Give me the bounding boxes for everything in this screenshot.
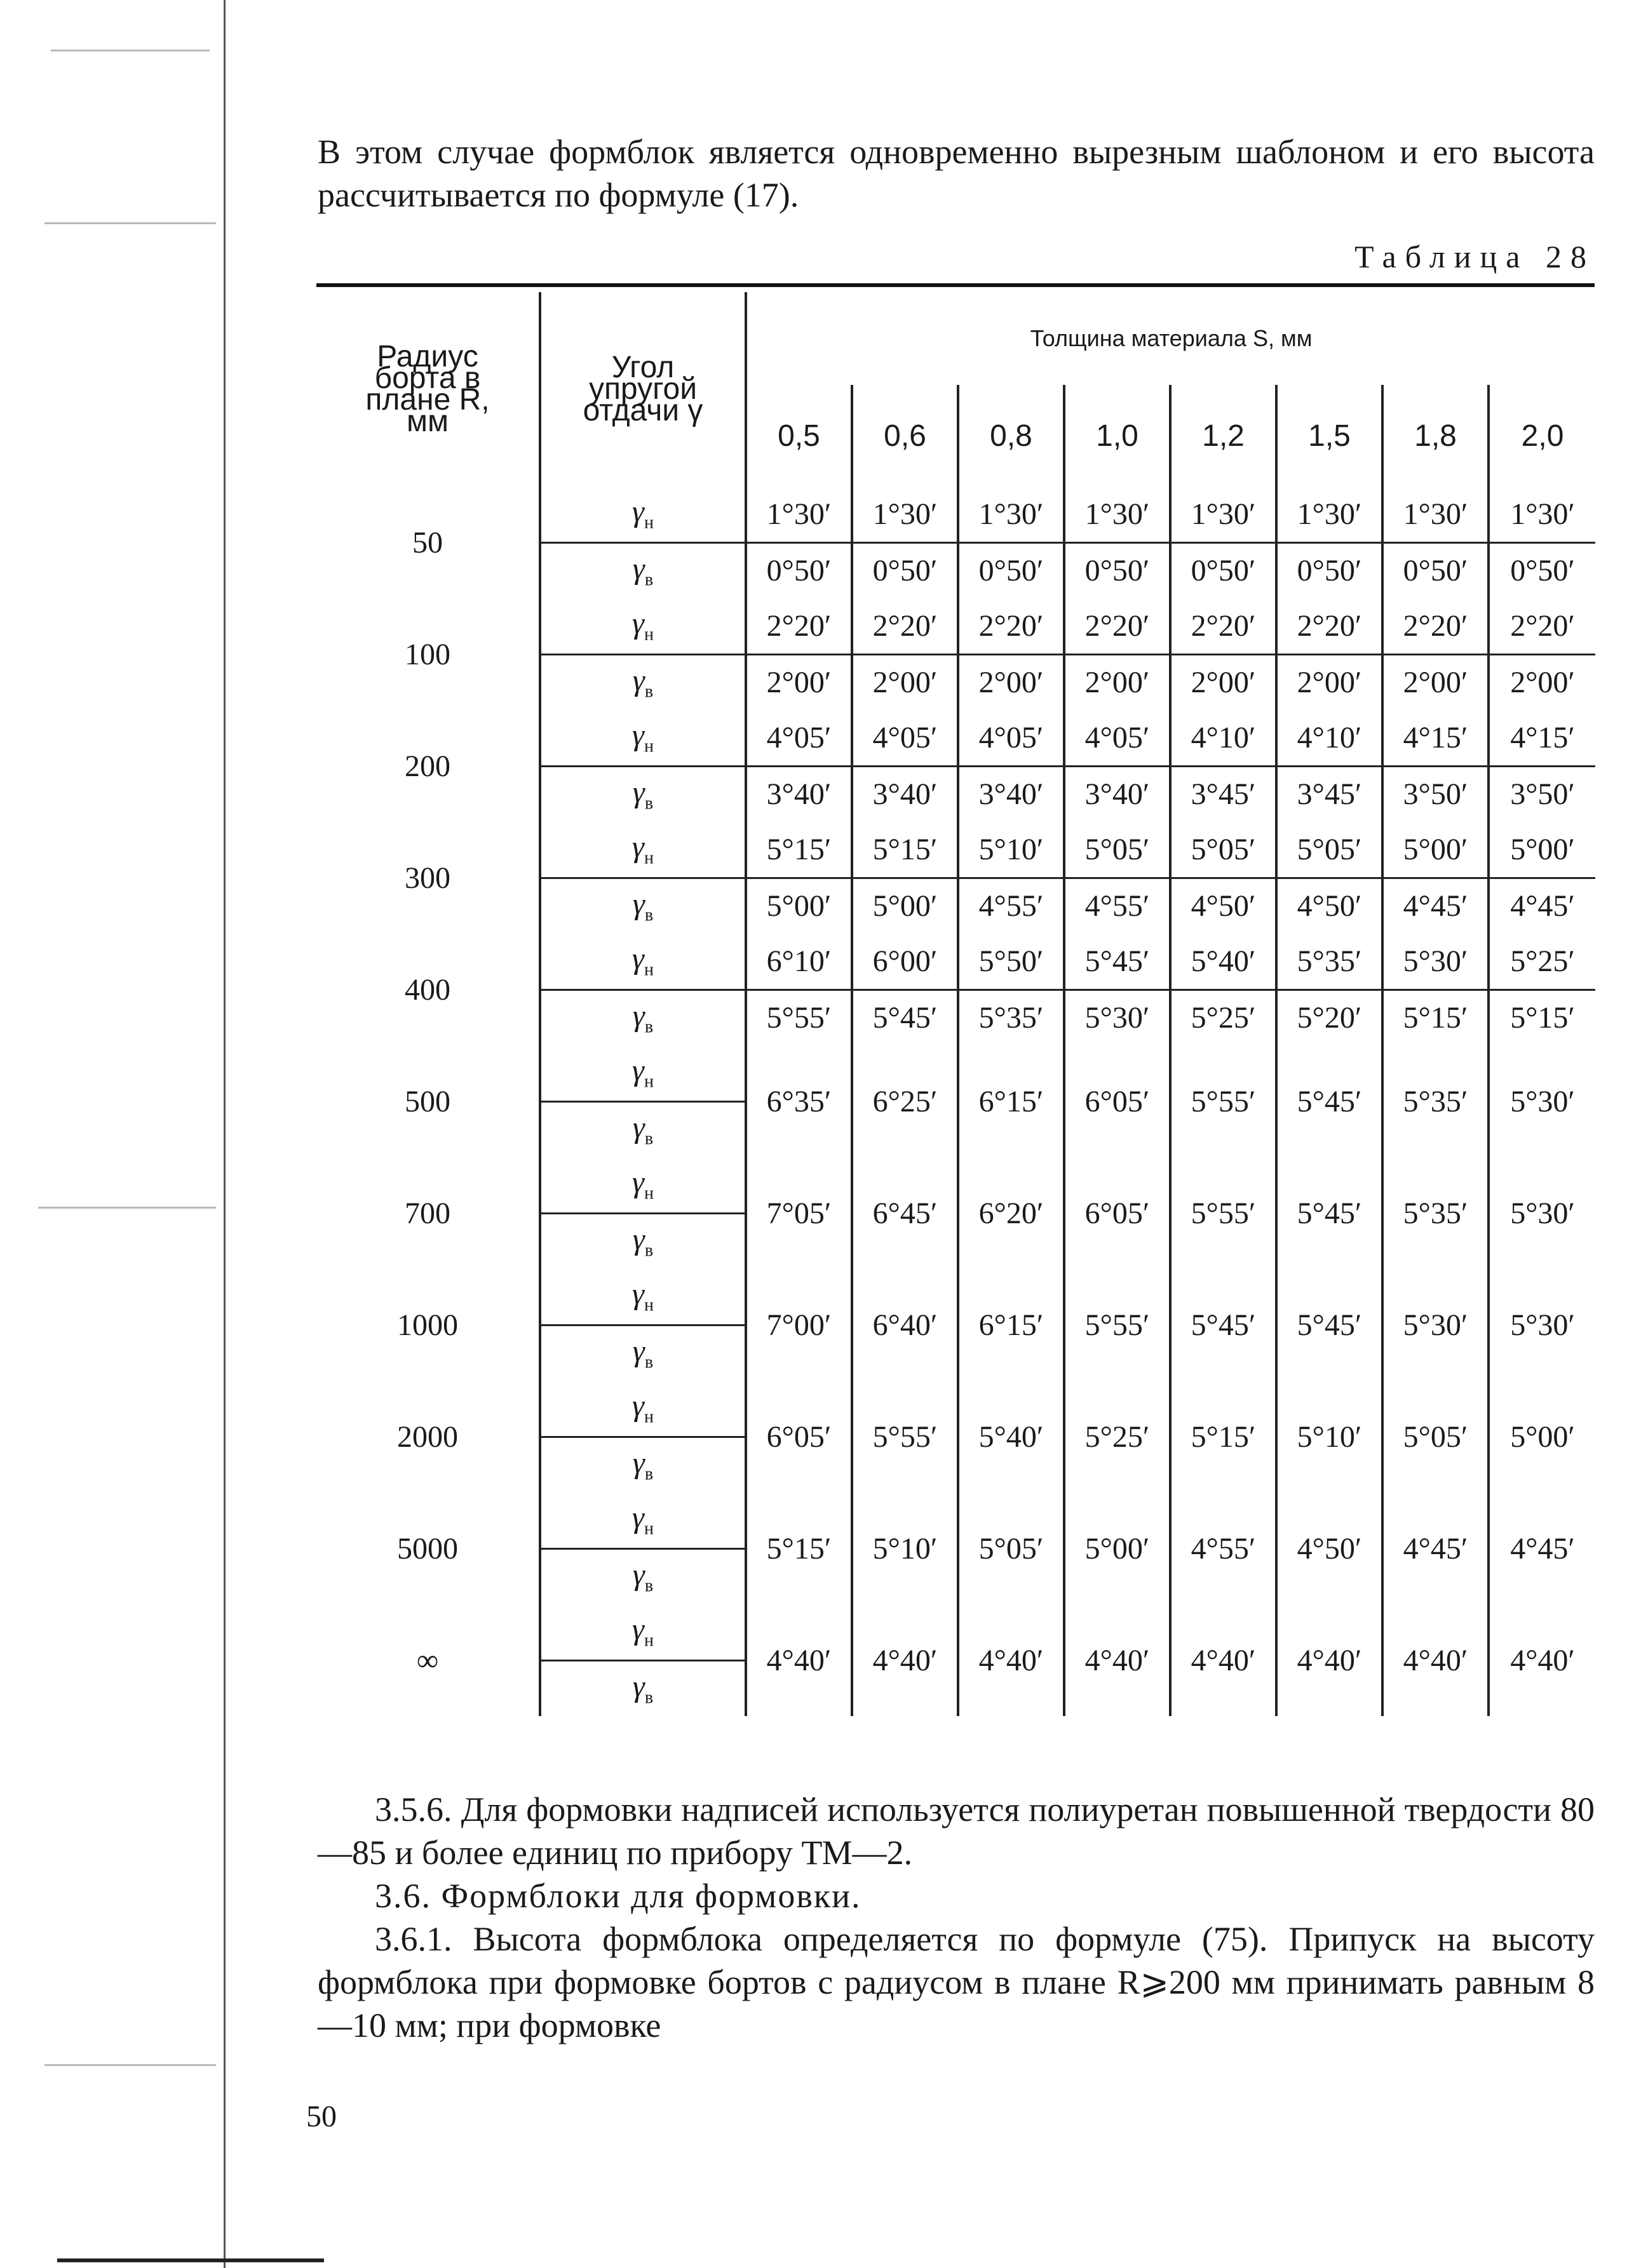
angle-value-cell: 4°55′: [958, 878, 1064, 934]
angle-value-cell: 4°55′: [1170, 1493, 1276, 1604]
angle-value-cell: 3°40′: [958, 766, 1064, 822]
angle-value-cell: 5°25′: [1170, 990, 1276, 1045]
gamma-upper-label: $\gamma_в$: [540, 766, 746, 822]
gamma-lower-label: $\gamma_н$: [540, 486, 746, 542]
angle-value-cell: 4°55′: [1064, 878, 1170, 934]
angle-value-cell: 5°30′: [1489, 1269, 1595, 1381]
angle-value-cell: 1°30′: [958, 486, 1064, 542]
angle-value-cell: 5°55′: [1170, 1157, 1276, 1269]
angle-value-cell: 5°45′: [1276, 1157, 1382, 1269]
angle-value-cell: 6°05′: [1064, 1045, 1170, 1157]
angle-value-cell: 4°10′: [1276, 710, 1382, 766]
thickness-col-header: 0,5: [746, 385, 852, 486]
table-row: [316, 934, 1595, 990]
angle-value-cell: 5°05′: [1064, 822, 1170, 878]
angle-value-cell: 6°00′: [852, 934, 958, 990]
angle-value-cell: 5°00′: [1064, 1493, 1170, 1604]
angle-value-cell: 6°40′: [852, 1269, 958, 1381]
angle-value-cell: 5°45′: [1170, 1269, 1276, 1381]
angle-value-cell: 0°50′: [958, 542, 1064, 598]
thickness-col-header: 1,8: [1382, 385, 1489, 486]
angle-header: Угол упругой отдачи γ: [540, 292, 746, 486]
gamma-lower-label: $\gamma_н$: [540, 710, 746, 766]
angle-value-cell: 5°05′: [1170, 822, 1276, 878]
table-caption: Таблица 28: [1354, 239, 1595, 274]
angle-value-cell: 4°05′: [746, 710, 852, 766]
angle-value-cell: 5°15′: [1489, 990, 1595, 1045]
angle-value-cell: 5°35′: [1382, 1157, 1489, 1269]
radius-cell: 2000: [397, 1419, 458, 1454]
angle-value-cell: 6°25′: [852, 1045, 958, 1157]
page-binding-edge: [224, 0, 226, 2268]
angle-value-cell: 4°05′: [958, 710, 1064, 766]
gamma-upper-label: $\gamma_в$: [540, 1660, 746, 1716]
angle-value-cell: 5°15′: [746, 1493, 852, 1604]
gamma-upper-label: $\gamma_в$: [540, 1437, 746, 1493]
table-top-rule: [316, 283, 1595, 287]
angle-value-cell: 5°55′: [1170, 1045, 1276, 1157]
gamma-upper-label: $\gamma_в$: [540, 1213, 746, 1269]
gamma-lower-label: $\gamma_н$: [540, 598, 746, 654]
angle-value-cell: 4°40′: [1064, 1604, 1170, 1716]
angle-value-cell: 2°00′: [1489, 654, 1595, 710]
radius-header: Радиус борта в плане R, мм: [365, 340, 490, 438]
angle-value-cell: 4°05′: [1064, 710, 1170, 766]
angle-value-cell: 0°50′: [1382, 542, 1489, 598]
angle-value-cell: 2°20′: [746, 598, 852, 654]
angle-value-cell: 6°15′: [958, 1269, 1064, 1381]
angle-value-cell: 5°45′: [1276, 1269, 1382, 1381]
angle-value-cell: 6°05′: [1064, 1157, 1170, 1269]
angle-value-cell: 3°45′: [1170, 766, 1276, 822]
angle-value-cell: 3°40′: [746, 766, 852, 822]
angle-value-cell: 5°15′: [852, 822, 958, 878]
angle-value-cell: 4°05′: [852, 710, 958, 766]
table-row: [316, 1381, 1595, 1437]
paragraph-3-5-6-text: 3.5.6. Для формовки надписей используется полиуретан повышенной твердости 80—85 и более единиц по прибору ТМ—2.: [318, 1790, 1595, 1872]
angle-value-cell: 6°10′: [746, 934, 852, 990]
angle-value-cell: 4°40′: [746, 1604, 852, 1716]
gamma-upper-label: $\gamma_в$: [540, 654, 746, 710]
table-row: [316, 1493, 1595, 1548]
angle-value-cell: 5°15′: [1382, 990, 1489, 1045]
angle-value-cell: 0°50′: [1276, 542, 1382, 598]
radius-cell: ∞: [416, 1643, 439, 1677]
angle-value-cell: 2°00′: [958, 654, 1064, 710]
angle-value-cell: 5°55′: [1064, 1269, 1170, 1381]
angle-value-cell: 7°05′: [746, 1157, 852, 1269]
radius-cell: 400: [405, 972, 450, 1007]
angle-value-cell: 5°05′: [958, 1493, 1064, 1604]
gamma-upper-label: $\gamma_в$: [540, 1101, 746, 1157]
intro-paragraph: В этом случае формблок является одновременно вырезным шаблоном и его высота рассчитывается по формуле (17).: [318, 133, 1595, 214]
gamma-upper-label: $\gamma_в$: [540, 1325, 746, 1381]
scan-artifact: [38, 1207, 216, 1209]
angle-value-cell: 5°35′: [1276, 934, 1382, 990]
angle-value-cell: 5°45′: [1064, 934, 1170, 990]
angle-value-cell: 5°10′: [958, 822, 1064, 878]
angle-value-cell: 4°15′: [1489, 710, 1595, 766]
springback-table: [316, 292, 1595, 1716]
angle-value-cell: 5°30′: [1382, 934, 1489, 990]
angle-value-cell: 1°30′: [1382, 486, 1489, 542]
paragraph-3-6-1-text: 3.6.1. Высота формблока определяется по формуле (75). Припуск на высоту формблока при формовке бортов с радиусом в плане R⩾200 мм принимать равным 8—10 мм; при формовке: [318, 1920, 1595, 2044]
angle-value-cell: 1°30′: [1276, 486, 1382, 542]
radius-cell: 5000: [397, 1531, 458, 1566]
angle-value-cell: 3°40′: [1064, 766, 1170, 822]
page-bottom-edge: [57, 2258, 324, 2262]
angle-value-cell: 5°20′: [1276, 990, 1382, 1045]
angle-value-cell: 5°45′: [1276, 1045, 1382, 1157]
radius-cell: 700: [405, 1196, 450, 1230]
radius-cell: 1000: [397, 1308, 458, 1342]
angle-value-cell: 2°20′: [958, 598, 1064, 654]
angle-value-cell: 4°40′: [958, 1604, 1064, 1716]
angle-value-cell: 4°45′: [1382, 1493, 1489, 1604]
table-row: [316, 486, 1595, 542]
angle-value-cell: 6°15′: [958, 1045, 1064, 1157]
thickness-col-header: 0,6: [852, 385, 958, 486]
angle-value-cell: 4°50′: [1276, 878, 1382, 934]
thickness-col-header: 1,5: [1276, 385, 1382, 486]
radius-cell: 200: [405, 749, 450, 783]
angle-value-cell: 5°25′: [1064, 1381, 1170, 1493]
angle-value-cell: 1°30′: [1170, 486, 1276, 542]
angle-value-cell: 5°25′: [1489, 934, 1595, 990]
angle-value-cell: 3°45′: [1276, 766, 1382, 822]
thickness-col-header: 2,0: [1489, 385, 1595, 486]
gamma-lower-label: $\gamma_н$: [540, 822, 746, 878]
table-row: [316, 822, 1595, 878]
gamma-lower-label: $\gamma_н$: [540, 934, 746, 990]
angle-value-cell: 5°10′: [852, 1493, 958, 1604]
thickness-col-header: 0,8: [958, 385, 1064, 486]
gamma-lower-label: $\gamma_н$: [540, 1493, 746, 1548]
angle-value-cell: 4°50′: [1276, 1493, 1382, 1604]
angle-value-cell: 5°05′: [1276, 822, 1382, 878]
paragraph-3-5-6: [318, 1788, 1595, 1874]
table-row: [316, 1045, 1595, 1101]
angle-value-cell: 6°35′: [746, 1045, 852, 1157]
angle-value-cell: 4°40′: [852, 1604, 958, 1716]
angle-value-cell: 4°10′: [1170, 710, 1276, 766]
angle-value-cell: 5°55′: [746, 990, 852, 1045]
angle-value-cell: 5°05′: [1382, 1381, 1489, 1493]
angle-value-cell: 4°40′: [1170, 1604, 1276, 1716]
thickness-col-header: 1,0: [1064, 385, 1170, 486]
gamma-upper-label: $\gamma_в$: [540, 1548, 746, 1604]
gamma-upper-label: $\gamma_в$: [540, 878, 746, 934]
angle-value-cell: 6°45′: [852, 1157, 958, 1269]
angle-value-cell: 5°45′: [852, 990, 958, 1045]
angle-value-cell: 2°00′: [1276, 654, 1382, 710]
angle-value-cell: 5°30′: [1489, 1157, 1595, 1269]
angle-value-cell: 5°00′: [1489, 1381, 1595, 1493]
gamma-upper-label: $\gamma_в$: [540, 542, 746, 598]
scan-artifact: [51, 50, 210, 51]
angle-value-cell: 2°20′: [1382, 598, 1489, 654]
table-row: [316, 710, 1595, 766]
heading-3-6: [318, 1874, 1595, 1917]
angle-value-cell: 5°00′: [746, 878, 852, 934]
angle-value-cell: 4°50′: [1170, 878, 1276, 934]
angle-value-cell: 1°30′: [1489, 486, 1595, 542]
angle-value-cell: 4°45′: [1382, 878, 1489, 934]
angle-value-cell: 2°00′: [1382, 654, 1489, 710]
angle-value-cell: 0°50′: [852, 542, 958, 598]
radius-cell: 500: [405, 1084, 450, 1118]
angle-value-cell: 2°20′: [852, 598, 958, 654]
angle-value-cell: 5°50′: [958, 934, 1064, 990]
paragraph-3-6-1: [318, 1917, 1595, 2047]
gamma-lower-label: $\gamma_н$: [540, 1381, 746, 1437]
radius-cell: 300: [405, 861, 450, 895]
angle-value-cell: 5°55′: [852, 1381, 958, 1493]
radius-cell: 50: [412, 525, 443, 560]
thickness-header: Толщина материала S, мм: [746, 292, 1595, 385]
heading-3-6-text: 3.6. Формблоки для формовки.: [375, 1877, 861, 1915]
angle-value-cell: 1°30′: [1064, 486, 1170, 542]
angle-value-cell: 5°35′: [1382, 1045, 1489, 1157]
table-row: [316, 1157, 1595, 1213]
radius-cell: 100: [405, 637, 450, 671]
angle-value-cell: 4°40′: [1276, 1604, 1382, 1716]
angle-value-cell: 0°50′: [1489, 542, 1595, 598]
gamma-lower-label: $\gamma_н$: [540, 1269, 746, 1325]
angle-value-cell: 2°20′: [1170, 598, 1276, 654]
angle-value-cell: 4°45′: [1489, 878, 1595, 934]
angle-value-cell: 3°40′: [852, 766, 958, 822]
angle-value-cell: 2°20′: [1064, 598, 1170, 654]
angle-value-cell: 5°00′: [1489, 822, 1595, 878]
angle-value-cell: 6°05′: [746, 1381, 852, 1493]
angle-value-cell: 2°00′: [852, 654, 958, 710]
angle-value-cell: 5°30′: [1382, 1269, 1489, 1381]
gamma-upper-label: $\gamma_в$: [540, 990, 746, 1045]
angle-value-cell: 3°50′: [1382, 766, 1489, 822]
page-number: 50: [306, 2100, 337, 2133]
angle-value-cell: 5°00′: [852, 878, 958, 934]
angle-value-cell: 2°00′: [1064, 654, 1170, 710]
angle-value-cell: 0°50′: [1064, 542, 1170, 598]
angle-value-cell: 5°30′: [1064, 990, 1170, 1045]
angle-value-cell: 4°15′: [1382, 710, 1489, 766]
angle-value-cell: 5°40′: [1170, 934, 1276, 990]
angle-value-cell: 4°40′: [1382, 1604, 1489, 1716]
thickness-col-header: 1,2: [1170, 385, 1276, 486]
angle-value-cell: 5°15′: [746, 822, 852, 878]
scan-artifact: [44, 2064, 216, 2066]
table-row: [316, 1269, 1595, 1325]
angle-value-cell: 4°40′: [1489, 1604, 1595, 1716]
angle-value-cell: 3°50′: [1489, 766, 1595, 822]
angle-value-cell: 5°30′: [1489, 1045, 1595, 1157]
angle-value-cell: 6°20′: [958, 1157, 1064, 1269]
angle-value-cell: 5°35′: [958, 990, 1064, 1045]
table-row: [316, 598, 1595, 654]
angle-value-cell: 5°40′: [958, 1381, 1064, 1493]
angle-value-cell: 2°00′: [746, 654, 852, 710]
angle-value-cell: 2°20′: [1489, 598, 1595, 654]
angle-value-cell: 5°10′: [1276, 1381, 1382, 1493]
angle-value-cell: 1°30′: [746, 486, 852, 542]
angle-value-cell: 5°15′: [1170, 1381, 1276, 1493]
gamma-lower-label: $\gamma_н$: [540, 1157, 746, 1213]
angle-value-cell: 1°30′: [852, 486, 958, 542]
angle-value-cell: 2°20′: [1276, 598, 1382, 654]
gamma-lower-label: $\gamma_н$: [540, 1604, 746, 1660]
angle-value-cell: 7°00′: [746, 1269, 852, 1381]
angle-value-cell: 5°00′: [1382, 822, 1489, 878]
angle-value-cell: 0°50′: [1170, 542, 1276, 598]
angle-value-cell: 4°45′: [1489, 1493, 1595, 1604]
table-row: [316, 1604, 1595, 1660]
scan-artifact: [44, 222, 216, 224]
angle-value-cell: 2°00′: [1170, 654, 1276, 710]
gamma-lower-label: $\gamma_н$: [540, 1045, 746, 1101]
angle-value-cell: 0°50′: [746, 542, 852, 598]
